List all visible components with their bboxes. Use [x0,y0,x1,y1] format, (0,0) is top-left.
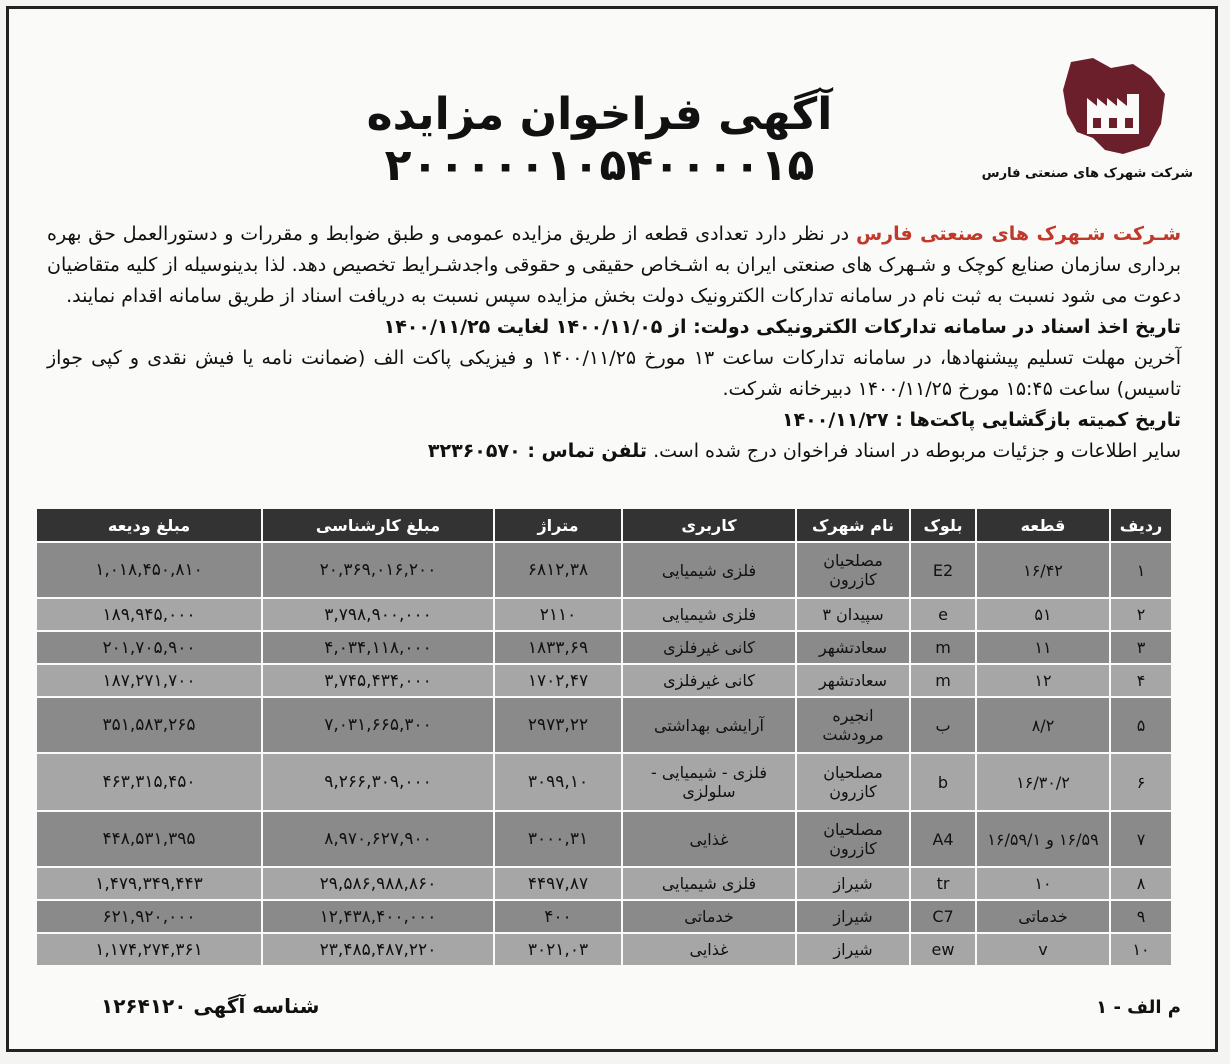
col-header-row-no: ردیف [1110,508,1172,542]
table-row [36,867,1172,900]
cell-plot: ۱۱ [976,631,1110,664]
col-header-deposit: مبلغ ودیعه [36,508,262,542]
cell-plot: ۸/۲ [976,697,1110,753]
table-header-row [36,508,1172,542]
cell-appraisal-amount: ۳,۷۹۸,۹۰۰,۰۰۰ [262,598,494,631]
cell-usage: آرایشی بهداشتی [622,697,796,753]
documents-date-line: تاریخ اخذ اسناد در سامانه تدارکات الکترونیکی دولت: از ۱۴۰۰/۱۱/۰۵ لغایت ۱۴۰۰/۱۱/۲۵ [383,316,1181,338]
cell-area: ۲۱۱۰ [494,598,622,631]
cell-row-number: ۳ [1110,631,1172,664]
cell-block: tr [910,867,976,900]
plots-table [35,507,1173,967]
cell-area: ۳۰۲۱,۰۳ [494,933,622,966]
cell-deposit-amount: ۴۴۸,۵۳۱,۳۹۵ [36,811,262,867]
cell-deposit-amount: ۶۲۱,۹۲۰,۰۰۰ [36,900,262,933]
cell-usage: فلزی شیمیایی [622,598,796,631]
cell-row-number: ۹ [1110,900,1172,933]
table-row [36,753,1172,811]
cell-appraisal-amount: ۲۰,۳۶۹,۰۱۶,۲۰۰ [262,542,494,598]
other-info-text: سایر اطلاعات و جزئیات مربوطه در اسناد فراخوان درج شده است. [647,440,1181,462]
cell-usage: خدماتی [622,900,796,933]
cell-deposit-amount: ۱,۴۷۹,۳۴۹,۴۴۳ [36,867,262,900]
cell-block: E2 [910,542,976,598]
cell-appraisal-amount: ۳,۷۴۵,۴۳۴,۰۰۰ [262,664,494,697]
cell-town: شیراز [796,867,910,900]
deadline-line: آخرین مهلت تسلیم پیشنهادها، در سامانه تدارکات ساعت ۱۳ مورخ ۱۴۰۰/۱۱/۲۵ و فیزیکی پاکت الف (ضمانت نامه یا فیش نقدی و کپی جواز تاسیس) ساعت ۱۵:۴۵ مورخ ۱۴۰۰/۱۱/۲۵ دبیرخانه شرکت. [47,347,1181,400]
cell-plot: ۱۶/۴۲ [976,542,1110,598]
col-header-usage: کاربری [622,508,796,542]
col-header-appraisal: مبلغ کارشناسی [262,508,494,542]
cell-plot: ۵۱ [976,598,1110,631]
cell-deposit-amount: ۲۰۱,۷۰۵,۹۰۰ [36,631,262,664]
cell-row-number: ۸ [1110,867,1172,900]
cell-area: ۶۸۱۲,۳۸ [494,542,622,598]
cell-block: m [910,664,976,697]
cell-deposit-amount: ۱۸۷,۲۷۱,۷۰۰ [36,664,262,697]
cell-deposit-amount: ۱,۱۷۴,۲۷۴,۳۶۱ [36,933,262,966]
cell-row-number: ۷ [1110,811,1172,867]
phone-label: تلفن تماس : [520,440,648,462]
cell-appraisal-amount: ۱۲,۴۳۸,۴۰۰,۰۰۰ [262,900,494,933]
col-header-town: نام شهرک [796,508,910,542]
table-row [36,900,1172,933]
cell-plot: ۱۶/۳۰/۲ [976,753,1110,811]
cell-area: ۳۰۹۹,۱۰ [494,753,622,811]
cell-appraisal-amount: ۷,۰۳۱,۶۶۵,۳۰۰ [262,697,494,753]
cell-town: سعادتشهر [796,664,910,697]
cell-appraisal-amount: ۹,۲۶۶,۳۰۹,۰۰۰ [262,753,494,811]
cell-area: ۴۴۹۷,۸۷ [494,867,622,900]
cell-plot: ۱۲ [976,664,1110,697]
cell-area: ۱۷۰۲,۴۷ [494,664,622,697]
announcement-body [47,219,1181,467]
cell-usage: فلزی شیمیایی [622,542,796,598]
cell-appraisal-amount: ۸,۹۷۰,۶۲۷,۹۰۰ [262,811,494,867]
cell-deposit-amount: ۴۶۳,۳۱۵,۴۵۰ [36,753,262,811]
ad-identifier: شناسه آگهی ۱۲۶۴۱۲۰ [101,994,320,1018]
cell-area: ۱۸۳۳,۶۹ [494,631,622,664]
cell-town: سپیدان ۳ [796,598,910,631]
company-logo [981,54,1193,189]
cell-town: شیراز [796,900,910,933]
cell-block: b [910,753,976,811]
intro-text: در نظر دارد تعدادی قطعه از طریق مزایده عمومی و طبق ضوابط و مقررات و دستورالعمل حق بهره برداری سازمان صنایع کوچک و شـهرک های صنعتی ایران به اشـخاص حقیقی و حقوقی واجدشـرایط تخصیص دهد. لذا بدینوسیله از کلیه متقاضیان دعوت می شود نسبت به ثبت نام در سامانه تدارکات الکترونیک دولت بخش مزایده سپس نسبت به دریافت اسناد از طریق سامانه اقدام نمایند. [47,223,1181,307]
cell-block: C7 [910,900,976,933]
cell-appraisal-amount: ۲۳,۴۸۵,۴۸۷,۲۲۰ [262,933,494,966]
cell-area: ۲۹۷۳,۲۲ [494,697,622,753]
opening-date-line: تاریخ کمیته بازگشایی پاکت‌ها : ۱۴۰۰/۱۱/۲۷ [781,409,1181,431]
cell-usage: فلزی - شیمیایی - سلولزی [622,753,796,811]
cell-block: ew [910,933,976,966]
cell-usage: کانی غیرفلزی [622,664,796,697]
cell-deposit-amount: ۱,۰۱۸,۴۵۰,۸۱۰ [36,542,262,598]
cell-usage: کانی غیرفلزی [622,631,796,664]
cell-plot: خدماتی [976,900,1110,933]
cell-town: شیراز [796,933,910,966]
table-row [36,542,1172,598]
company-name: شـرکت شـهرک های صنعتی فارس [855,223,1181,245]
table-row [36,697,1172,753]
cell-plot: ۱۶/۵۹ و ۱۶/۵۹/۱ [976,811,1110,867]
cell-row-number: ۱۰ [1110,933,1172,966]
cell-row-number: ۵ [1110,697,1172,753]
iran-map-factory-icon [1053,54,1173,164]
cell-row-number: ۱ [1110,542,1172,598]
cell-appraisal-amount: ۲۹,۵۸۶,۹۸۸,۸۶۰ [262,867,494,900]
cell-area: ۳۰۰۰,۳۱ [494,811,622,867]
other-info-line [47,436,1181,467]
table-row [36,811,1172,867]
cell-deposit-amount: ۱۸۹,۹۴۵,۰۰۰ [36,598,262,631]
col-header-block: بلوک [910,508,976,542]
cell-town: مصلحیان کازرون [796,753,910,811]
cell-row-number: ۲ [1110,598,1172,631]
cell-block: e [910,598,976,631]
cell-row-number: ۴ [1110,664,1172,697]
cell-row-number: ۶ [1110,753,1172,811]
table-row [36,664,1172,697]
cell-block: m [910,631,976,664]
cell-plot: v [976,933,1110,966]
cell-town: انجیره مرودشت [796,697,910,753]
ad-code: م الف - ۱ [1096,997,1181,1018]
phone-value: ۳۲۳۶۰۵۷۰ [427,440,521,462]
col-header-area: متراژ [494,508,622,542]
advertisement-frame [6,6,1218,1052]
cell-deposit-amount: ۳۵۱,۵۸۳,۲۶۵ [36,697,262,753]
cell-town: مصلحیان کازرون [796,811,910,867]
cell-area: ۴۰۰ [494,900,622,933]
cell-appraisal-amount: ۴,۰۳۴,۱۱۸,۰۰۰ [262,631,494,664]
logo-caption: شرکت شهرک های صنعتی فارس [981,166,1193,181]
cell-usage: غذایی [622,811,796,867]
table-row [36,598,1172,631]
table-row [36,631,1172,664]
cell-usage: غذایی [622,933,796,966]
cell-town: سعادتشهر [796,631,910,664]
cell-block: A4 [910,811,976,867]
cell-usage: فلزی شیمیایی [622,867,796,900]
intro-paragraph [47,219,1181,312]
cell-plot: ۱۰ [976,867,1110,900]
cell-town: مصلحیان کازرون [796,542,910,598]
table-row [36,933,1172,966]
cell-block: ب [910,697,976,753]
page-title: آگهی فراخوان مزایده ۲۰۰۰۰۰۱۰۵۴۰۰۰۰۱۵ [366,89,833,191]
col-header-plot: قطعه [976,508,1110,542]
